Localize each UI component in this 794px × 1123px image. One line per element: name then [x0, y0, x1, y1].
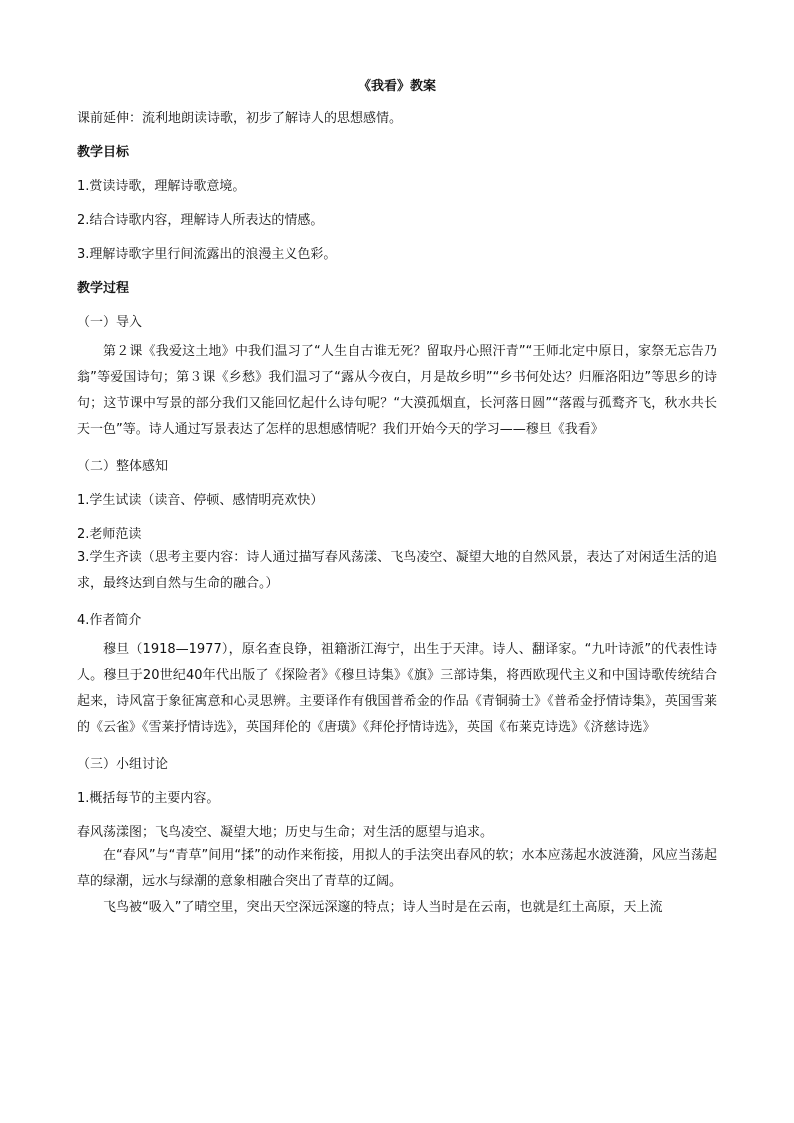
discussion-paragraph-2: 飞鸟被“吸入”了晴空里，突出天空深远深邃的特点；诗人当时是在云南，也就是红土高原，天上流 [103, 900, 663, 915]
goal-item-2: 2.结合诗歌内容，理解诗人所表达的情感。 [77, 213, 324, 228]
intro-paragraph: 第２课《我爱这土地》中我们温习了“人生自古谁无死？留取丹心照汗青”“王师北定中原日，家祭无忘告乃翁”等爱国诗句；第３课《乡愁》我们温习了“露从今夜白，月是故乡明”“乡书何处达？归雁洛阳边”等思乡的诗句；这节课中写景的部分我们又能回忆起什么诗句呢？“大漠孤烟直，长河落日圆”“落霞与孤鹜齐飞，秋水共长天一色”等。诗人通过写景表达了怎样的思想感情呢？我们开始今天的学习——穆旦《我看》 [77, 344, 717, 437]
discussion-item-1: 1.概括每节的主要内容。 [77, 791, 220, 806]
document-body [77, 78, 717, 921]
section-intro-heading: （一）导入 [77, 315, 143, 330]
section-overview-heading: （二）整体感知 [77, 459, 169, 474]
discussion-paragraph-1: 在“春风”与“青草”间用“揉”的动作来衔接，用拟人的手法突出春风的软；水本应荡起水波涟漪，风应当荡起草的绿潮，远水与绿潮的意象相融合突出了青草的辽阔。 [77, 848, 717, 889]
goal-item-3: 3.理解诗歌字里行间流露出的浪漫主义色彩。 [77, 247, 337, 262]
discussion-summary: 春风荡漾图；飞鸟凌空、凝望大地；历史与生命；对生活的愿望与追求。 [77, 825, 494, 840]
overview-item-2: 2.老师范读 [77, 527, 142, 542]
goal-item-1: 1.赏读诗歌，理解诗歌意境。 [77, 179, 246, 194]
overview-item-3: 3.学生齐读（思考主要内容：诗人通过描写春风荡漾、飞鸟凌空、凝望大地的自然风景，表达了对闲适生活的追求，最终达到自然与生命的融合。） [77, 550, 717, 591]
goals-heading: 教学目标 [77, 145, 130, 160]
pre-class-extension: 课前延伸：流利地朗读诗歌，初步了解诗人的思想感情。 [77, 111, 403, 126]
author-paragraph: 穆旦（1918—1977），原名查良铮，祖籍浙江海宁，出生于天津。诗人、翻译家。“九叶诗派”的代表性诗人。穆旦于20世纪40年代出版了《探险者》《穆旦诗集》《旗》三部诗集，将西欧现代主义和中国诗歌传统结合起来，诗风富于象征寓意和心灵思辨。主要译作有俄国普希金的作品《青铜骑士》《普希金抒情诗集》，英国雪莱的《云雀》《雪莱抒情诗选》，英国拜伦的《唐璜》《拜伦抒情诗选》，英国《布莱克诗选》《济慈诗选》 [77, 642, 717, 735]
overview-item-4: 4.作者简介 [77, 613, 142, 628]
section-discussion-heading: （三）小组讨论 [77, 757, 169, 772]
document-title: 《我看》教案 [357, 79, 436, 94]
overview-item-1: 1.学生试读（读音、停顿、感情明亮欢快） [77, 493, 324, 508]
process-heading: 教学过程 [77, 281, 130, 296]
